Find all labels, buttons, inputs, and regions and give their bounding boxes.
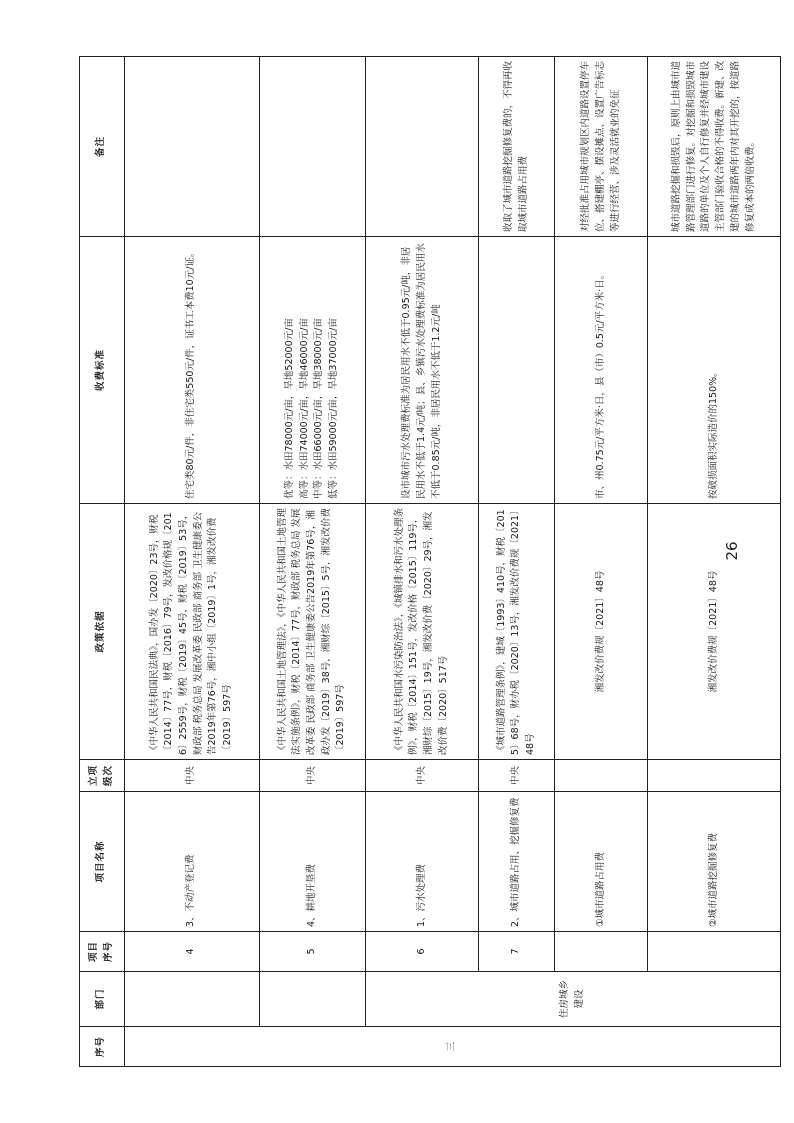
remark-cell [259, 57, 365, 237]
header-seq: 序号 [80, 1027, 125, 1067]
level-cell [648, 760, 781, 792]
dept-cell: 住房城乡建设 [365, 972, 780, 1027]
level-cell: 中央 [365, 760, 478, 792]
policy-cell: 《中华人民共和国民法典》，国办发〔2020〕23号，财税〔2014〕77号，财税〔2016〕79号，发改价格规〔2016〕2559号，财税〔2019〕45号，财税〔2019〕53号，财政部 税务总局 发展改革委 民政部 商务部 卫生健康委公告2019年第76号，湘中小组〔2019〕1号，湘发改价费〔2019〕597号 [124, 504, 259, 760]
level-cell [555, 760, 648, 792]
item-name-cell: 4、耕地开垦费 [259, 792, 365, 932]
item-no-cell [555, 932, 648, 972]
header-item-name: 项目名称 [80, 792, 125, 932]
policy-cell: 湘发改价费规〔2021〕48号 [648, 504, 781, 760]
remark-cell: 收取了城市道路挖掘修复费的，不得再收取城市道路占用费 [479, 57, 555, 237]
level-cell: 中央 [259, 760, 365, 792]
item-name-cell: ②城市道路挖掘修复费 [648, 792, 781, 932]
header-policy: 政策依据 [80, 504, 125, 760]
standard-cell: 住宅类80元/件，非住宅类550元/件，证书工本费10元/证。 [124, 237, 259, 504]
policy-cell: 《中华人民共和国水污染防治法》，《城镇排水和污水处理条例》，财税〔2014〕151号，发改价格〔2015〕119号，湘财综〔2015〕19号，湘发改价费〔2020〕29号，湘发改价费〔2020〕517号 [365, 504, 478, 760]
header-dept: 部门 [80, 972, 125, 1027]
header-remark: 备注 [80, 57, 125, 237]
policy-cell: 《城市道路管理条例》，建城〔1993〕410号，财税〔2015〕68号，财办税〔2020〕13号，湘发改价费规〔2021〕48号 [479, 504, 555, 760]
table-row [124, 57, 259, 1067]
item-no-cell: 6 [365, 932, 478, 972]
item-no-cell: 7 [479, 932, 555, 972]
header-level: 立项级次 [80, 760, 125, 792]
header-standard: 收费标准 [80, 237, 125, 504]
level-cell: 中央 [124, 760, 259, 792]
table-row [259, 57, 365, 1067]
remark-cell: 对经批准占用城市规划区内道路设置停车位、搭建棚亭、摆设摊点、设置广告标志等进行经营、涉及灵活就业的免征 [555, 57, 648, 237]
standard-cell: 按破损面积实际造价的150%。 [648, 237, 781, 504]
table-row [365, 57, 478, 1067]
dept-cell [124, 972, 259, 1027]
remark-cell: 城市道路挖掘和损毁后，原则上由城市道路管理部门进行修复。对挖掘和损毁城市道路的单位及个人自行修复并经城市建设主管部门验收合格的不得收费。新建、改建的城市道路两年内对其开挖的，按道路修复成本的两倍收费。 [648, 57, 781, 237]
rotated-table-wrapper [79, 57, 781, 1067]
page-number: 26 [723, 541, 741, 561]
standard-cell: 设市城市污水处理费标准为居民用水不低于0.95元/吨，非居民用水不低于1.4元/吨；县、乡镇污水处理费标准为居民用水不低于0.85元/吨，非居民用水不低于1.2元/吨 [365, 237, 478, 504]
remark-cell [365, 57, 478, 237]
standard-cell [479, 237, 555, 504]
group-seq-cell: 三 [124, 1027, 780, 1067]
level-cell: 中央 [479, 760, 555, 792]
item-name-cell: 1、污水处理费 [365, 792, 478, 932]
item-name-cell: ①城市道路占用费 [555, 792, 648, 932]
dept-cell [259, 972, 365, 1027]
policy-cell: 湘发改价费规〔2021〕48号 [555, 504, 648, 760]
item-name-cell: 2、城市道路占用、挖掘修复费 [479, 792, 555, 932]
table-row [479, 57, 555, 1067]
item-name-cell: 3、不动产登记费 [124, 792, 259, 932]
item-no-cell: 4 [124, 932, 259, 972]
standard-cell: 市、州0.75元/平方米·日，县（市）0.5元/平方米·日。 [555, 237, 648, 504]
fee-table [79, 56, 781, 1067]
table-row [648, 57, 781, 1067]
table-row [555, 57, 648, 1067]
item-no-cell: 5 [259, 932, 365, 972]
remark-cell [124, 57, 259, 237]
table-header-row [80, 57, 125, 1067]
item-no-cell [648, 932, 781, 972]
policy-cell: 《中华人民共和国土地管理法》，《中华人民共和国土地管理法实施条例》，财税〔2014〕77号，财政部 税务总局 发展改革委 民政部 商务部 卫生健康委公告2019年第76号，湘政办发〔2019〕38号，湘财综〔2015〕5号，湘发改价费〔2019〕597号 [259, 504, 365, 760]
standard-cell: 优等：水田78000元/亩，旱地52000元/亩 高等：水田74000元/亩，旱地46000元/亩 中等：水田66000元/亩，旱地38000元/亩 低等：水田59000元/亩，旱地37000元/亩 [259, 237, 365, 504]
header-item-no: 项目序号 [80, 932, 125, 972]
